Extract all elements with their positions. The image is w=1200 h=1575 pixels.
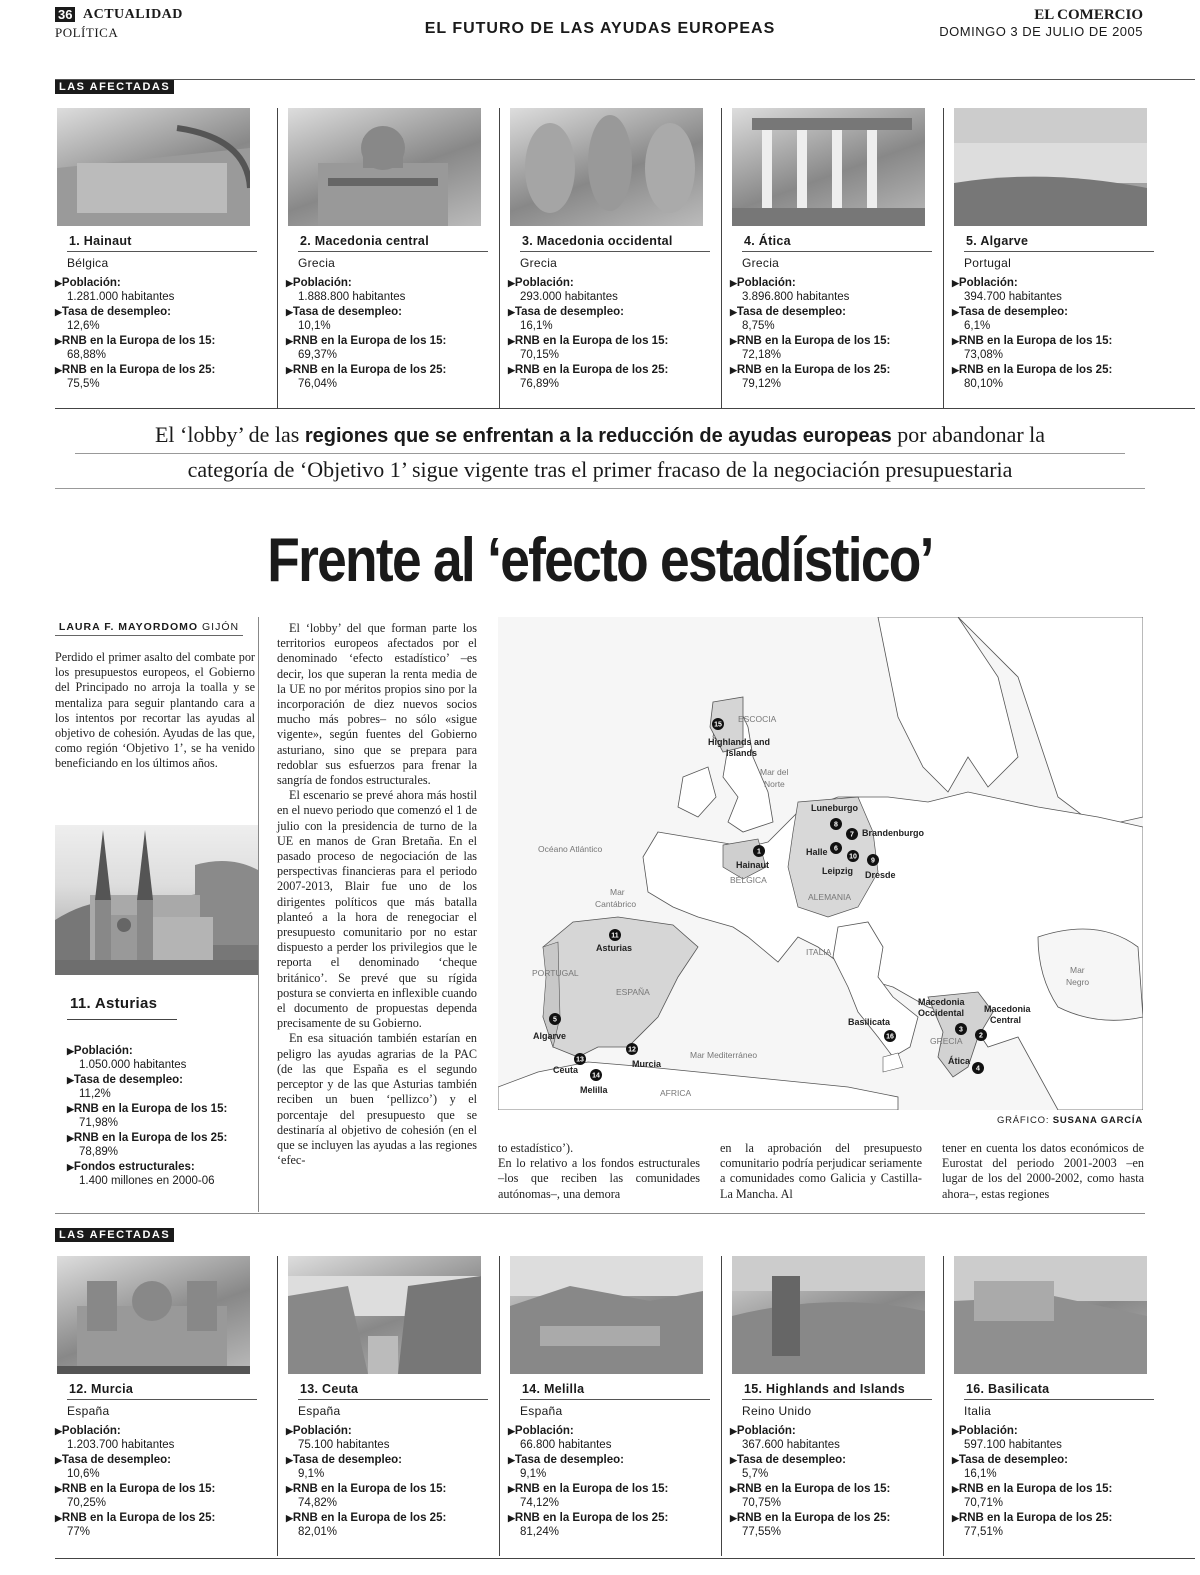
stat-value: 79,12% bbox=[742, 378, 782, 390]
stat-label: ▶ RNB en la Europa de los 25: bbox=[952, 1511, 1165, 1525]
map-marker bbox=[975, 1029, 987, 1041]
map-label: Negro bbox=[1066, 977, 1090, 987]
stat-label: ▶ Tasa de desempleo: bbox=[286, 305, 499, 319]
svg-text:5: 5 bbox=[553, 1016, 557, 1024]
europe-map bbox=[498, 617, 1143, 1110]
region-title-rule bbox=[742, 251, 932, 252]
map-label: Basilicata bbox=[848, 1017, 891, 1027]
region-card bbox=[721, 1256, 943, 1556]
region-country: Bélgica bbox=[67, 256, 109, 270]
stat-label: ▶ Tasa de desempleo: bbox=[55, 305, 277, 319]
map-credit: GRÁFICO: SUSANA GARCÍA bbox=[996, 1115, 1143, 1126]
map-label: ITALIA bbox=[806, 947, 832, 957]
map-label: Melilla bbox=[580, 1085, 608, 1095]
map-label: Brandenburgo bbox=[862, 828, 924, 838]
region-card bbox=[943, 1256, 1165, 1556]
stat-label: ▶ RNB en la Europa de los 15: bbox=[286, 334, 499, 348]
region-stats bbox=[952, 276, 1165, 392]
article-lead: Perdido el primer asalto del combate por los presupuestos europeos, el Gobierno del Principado no arroja la toalla y se mentaliza para seguir plantando cara a los intentos por recortar las ayudas al objetivo de cohesión. Ayudas de las que, como región ‘Objetivo 1’, se ha venido beneficiando en los últimos años. bbox=[55, 650, 255, 771]
region-photo bbox=[732, 108, 925, 226]
paragraph: El ‘lobby’ del que forman parte los territorios europeos afectados por el denominado ‘efecto estadístico’ –es decir, los que superan la renta media de la UE no por méritos propios sino por la incorporación de diez nuevos socios mucho más pobres– no sólo «sigue vigente», según fuentes del Gobierno asturiano, sino que se prepara para redoblar sus esfuerzos para frenar la sangría de fondos estructurales. bbox=[277, 621, 477, 788]
newspaper-name: EL COMERCIO bbox=[1034, 7, 1143, 23]
map-label: Occidental bbox=[918, 1008, 965, 1018]
region-card bbox=[277, 108, 499, 408]
region-photo bbox=[288, 1256, 481, 1374]
stat-value: 16,1% bbox=[520, 320, 553, 332]
map-label: Highlands and bbox=[708, 737, 771, 747]
stat-label: ▶ Fondos estructurales: bbox=[67, 1160, 247, 1174]
bottom-regions-row bbox=[55, 1256, 1195, 1556]
region-card bbox=[499, 1256, 721, 1556]
article-column-3: to estadístico’). En lo relativo a los fondos estructurales –los que reciben las comunidades autónomas–, una demora bbox=[498, 1141, 700, 1201]
region-photo bbox=[954, 1256, 1147, 1374]
stat-label: ▶ Población: bbox=[55, 276, 277, 290]
svg-text:6: 6 bbox=[834, 845, 838, 853]
stat-label: ▶ RNB en la Europa de los 15: bbox=[508, 334, 721, 348]
region-country: Reino Unido bbox=[742, 1404, 812, 1418]
region-title: 16. Basilicata bbox=[966, 1382, 1050, 1396]
region-title-rule bbox=[298, 251, 488, 252]
map-label: Cantábrico bbox=[595, 899, 637, 909]
map-marker bbox=[590, 1069, 602, 1081]
svg-text:12: 12 bbox=[628, 1046, 636, 1054]
map-label: Mar bbox=[1070, 965, 1085, 975]
region-title-rule bbox=[520, 1399, 710, 1400]
region-country: España bbox=[520, 1404, 563, 1418]
svg-text:8: 8 bbox=[834, 821, 838, 829]
stat-value: 10,1% bbox=[298, 320, 331, 332]
stat-value: 8,75% bbox=[742, 320, 775, 332]
stat-value: 597.100 habitantes bbox=[964, 1439, 1062, 1451]
region-card bbox=[499, 108, 721, 408]
asturias-title: 11. Asturias bbox=[70, 995, 158, 1012]
stat-value: 75,5% bbox=[67, 378, 100, 390]
paragraph: En esa situación también estarían en peligro las ayudas agrarias de la PAC (de las que España es el segundo perceptor y de las que Asturias también reciben un buen ‘pellizco’) y el porcentaje del presupuesto que se destinaría al objetivo de cohesión (en el que se incluyen las ayudas a las regiones ‘efec- bbox=[277, 1031, 477, 1168]
stat-value: 367.600 habitantes bbox=[742, 1439, 840, 1451]
section-tag-bottom: LAS AFECTADAS bbox=[55, 1228, 174, 1242]
map-label: PORTUGAL bbox=[532, 968, 579, 978]
map-label: Macedonia bbox=[918, 997, 965, 1007]
region-stats bbox=[55, 1424, 277, 1540]
map-label: Mar del bbox=[760, 767, 789, 777]
map-label: Ceuta bbox=[553, 1065, 579, 1075]
stat-label: ▶ Población: bbox=[730, 1424, 943, 1438]
stat-label: ▶ RNB en la Europa de los 15: bbox=[952, 1482, 1165, 1496]
stat-value: 71,98% bbox=[79, 1117, 119, 1129]
stat-value: 9,1% bbox=[298, 1468, 325, 1480]
map-label: Halle bbox=[806, 847, 828, 857]
map-label: ESCOCIA bbox=[738, 714, 777, 724]
region-stats bbox=[952, 1424, 1165, 1540]
stat-label: ▶ RNB en la Europa de los 25: bbox=[730, 363, 943, 377]
stat-value: 1.888.800 habitantes bbox=[298, 291, 406, 303]
stat-label: ▶ Tasa de desempleo: bbox=[952, 1453, 1165, 1467]
stat-label: ▶ Tasa de desempleo: bbox=[508, 305, 721, 319]
region-country: Grecia bbox=[520, 256, 558, 270]
stat-value: 77% bbox=[67, 1526, 91, 1538]
map-marker bbox=[712, 718, 724, 730]
stat-value: 77,51% bbox=[964, 1526, 1004, 1538]
region-photo bbox=[288, 108, 481, 226]
region-title-rule bbox=[964, 1399, 1154, 1400]
map-marker bbox=[574, 1053, 586, 1065]
map-label: Central bbox=[990, 1015, 1022, 1025]
svg-text:7: 7 bbox=[850, 831, 854, 839]
svg-text:10: 10 bbox=[849, 853, 857, 861]
map-marker bbox=[549, 1013, 561, 1025]
map-label: Luneburgo bbox=[811, 803, 858, 813]
section-tag-top: LAS AFECTADAS bbox=[55, 80, 174, 94]
map-label: Mar Mediterráneo bbox=[690, 1050, 758, 1060]
map-label: Ática bbox=[948, 1056, 971, 1066]
stat-value: 9,1% bbox=[520, 1468, 547, 1480]
map-label: BÉLGICA bbox=[730, 875, 767, 885]
map-marker bbox=[847, 850, 859, 862]
region-card bbox=[943, 108, 1165, 408]
region-title: 12. Murcia bbox=[69, 1382, 134, 1396]
region-photo bbox=[57, 1256, 250, 1374]
stat-value: 1.400 millones en 2000-06 bbox=[79, 1175, 215, 1187]
stat-value: 78,89% bbox=[79, 1146, 119, 1158]
stat-value: 73,08% bbox=[964, 349, 1004, 361]
stat-value: 75.100 habitantes bbox=[298, 1439, 390, 1451]
map-label: Islands bbox=[726, 748, 758, 758]
map-label: Leipzig bbox=[822, 866, 853, 876]
region-card bbox=[721, 108, 943, 408]
stat-value: 293.000 habitantes bbox=[520, 291, 618, 303]
stat-label: ▶ RNB en la Europa de los 15: bbox=[730, 334, 943, 348]
map-label: Macedonia bbox=[984, 1004, 1031, 1014]
stat-value: 6,1% bbox=[964, 320, 991, 332]
map-marker bbox=[626, 1043, 638, 1055]
headline: Frente al ‘efecto estadístico’ bbox=[267, 526, 933, 595]
region-photo bbox=[57, 108, 250, 226]
stat-label: ▶ Población: bbox=[508, 276, 721, 290]
stat-label: ▶ RNB en la Europa de los 25: bbox=[508, 1511, 721, 1525]
svg-text:4: 4 bbox=[976, 1065, 980, 1073]
region-title: 2. Macedonia central bbox=[300, 234, 429, 248]
stat-value: 1.281.000 habitantes bbox=[67, 291, 175, 303]
top-row-rule bbox=[55, 408, 1195, 409]
region-stats bbox=[730, 276, 943, 392]
stat-value: 70,15% bbox=[520, 349, 560, 361]
deck-bottom-rule bbox=[55, 488, 1145, 489]
stat-value: 76,04% bbox=[298, 378, 338, 390]
stat-label: ▶ RNB en la Europa de los 25: bbox=[952, 363, 1165, 377]
asturias-title-rule bbox=[67, 1019, 177, 1020]
svg-text:11: 11 bbox=[611, 932, 619, 940]
map-marker bbox=[955, 1023, 967, 1035]
stat-label: ▶ RNB en la Europa de los 25: bbox=[508, 363, 721, 377]
stat-value: 11,2% bbox=[79, 1088, 111, 1100]
article-column-4: en la aprobación del presupuesto comunitario podría perjudicar seriamente a comunidades como Galicia y Castilla-La Mancha. Al bbox=[720, 1141, 922, 1201]
region-title: 5. Algarve bbox=[966, 234, 1029, 248]
map-label: Mar bbox=[610, 887, 625, 897]
stat-value: 1.050.000 habitantes bbox=[79, 1059, 187, 1071]
region-title-rule bbox=[67, 251, 257, 252]
svg-text:15: 15 bbox=[714, 721, 722, 729]
stat-label: ▶ Población: bbox=[55, 1424, 277, 1438]
stat-value: 12,6% bbox=[67, 320, 100, 332]
region-country: España bbox=[67, 1404, 110, 1418]
header-rule bbox=[55, 79, 1195, 80]
region-stats bbox=[286, 1424, 499, 1540]
stat-label: ▶ RNB en la Europa de los 15: bbox=[67, 1102, 247, 1116]
region-country: Grecia bbox=[298, 256, 336, 270]
region-stats bbox=[730, 1424, 943, 1540]
article-bottom-rule bbox=[55, 1213, 1145, 1214]
map-marker bbox=[830, 842, 842, 854]
map-label: GRECIA bbox=[930, 1036, 963, 1046]
page-number: 36 bbox=[55, 7, 75, 22]
column-rule bbox=[258, 617, 259, 1212]
region-stats bbox=[508, 276, 721, 392]
region-country: Italia bbox=[964, 1404, 992, 1418]
svg-text:2: 2 bbox=[979, 1032, 983, 1040]
region-title-rule bbox=[742, 1399, 932, 1400]
region-title: 4. Ática bbox=[744, 234, 791, 248]
stat-value: 81,24% bbox=[520, 1526, 560, 1538]
map-marker bbox=[867, 854, 879, 866]
stat-label: ▶ Tasa de desempleo: bbox=[508, 1453, 721, 1467]
region-country: Portugal bbox=[964, 256, 1012, 270]
stat-value: 10,6% bbox=[67, 1468, 100, 1480]
svg-text:13: 13 bbox=[576, 1056, 584, 1064]
map-label: Murcia bbox=[632, 1059, 662, 1069]
article-column-5: tener en cuenta los datos económicos de Eurostat del periodo 2001-2003 –en lugar de los del 2000-2002, como hasta ahora–, estas regiones bbox=[942, 1141, 1144, 1201]
map-label: ESPAÑA bbox=[616, 987, 650, 997]
map-marker bbox=[830, 818, 842, 830]
map-label: Asturias bbox=[596, 943, 633, 953]
svg-text:16: 16 bbox=[886, 1033, 894, 1041]
region-stats bbox=[55, 276, 277, 392]
page-topic: EL FUTURO DE LAS AYUDAS EUROPEAS bbox=[424, 20, 776, 37]
paragraph: El escenario se prevé ahora más hostil en el nuevo periodo que comenzó el 1 de julio con la presidencia de turno de la UE en manos de Gran Bretaña. En el pasado proceso de negociación de las perspectivas financieras para el periodo 2007-2013, Blair fue uno de los dirigentes políticos que más batalla planteó a la hora de renegociar el presupuesto comunitario por no estar dispuesto a perder los privilegios que le reporta el denominado ‘cheque británico’. Se prevé que su rígida postura se convierta en inflexible cuando el documento de propuestas dependa precisamente de su Gobierno. bbox=[277, 788, 478, 1031]
stat-label: ▶ Población: bbox=[730, 276, 943, 290]
section-label: ACTUALIDAD bbox=[83, 7, 183, 22]
stat-label: ▶ RNB en la Europa de los 25: bbox=[286, 363, 499, 377]
region-stats bbox=[286, 276, 499, 392]
stat-value: 80,10% bbox=[964, 378, 1004, 390]
stat-label: ▶ RNB en la Europa de los 25: bbox=[730, 1511, 943, 1525]
stat-label: ▶ Población: bbox=[286, 1424, 499, 1438]
stat-label: ▶ Población: bbox=[952, 1424, 1165, 1438]
map-label: AFRICA bbox=[660, 1088, 692, 1098]
region-title: 15. Highlands and Islands bbox=[744, 1382, 906, 1396]
region-title-rule bbox=[298, 1399, 488, 1400]
stat-label: ▶ Población: bbox=[286, 276, 499, 290]
region-title-rule bbox=[67, 1399, 257, 1400]
region-title: 14. Melilla bbox=[522, 1382, 585, 1396]
stat-value: 82,01% bbox=[298, 1526, 338, 1538]
stat-label: ▶ Tasa de desempleo: bbox=[730, 305, 943, 319]
svg-text:14: 14 bbox=[592, 1072, 600, 1080]
stat-label: ▶ RNB en la Europa de los 25: bbox=[286, 1511, 499, 1525]
stat-value: 76,89% bbox=[520, 378, 560, 390]
map-label: Hainaut bbox=[736, 860, 770, 870]
region-card bbox=[277, 1256, 499, 1556]
stat-value: 72,18% bbox=[742, 349, 782, 361]
stat-value: 16,1% bbox=[964, 1468, 997, 1480]
region-photo bbox=[732, 1256, 925, 1374]
stat-value: 74,12% bbox=[520, 1497, 560, 1509]
svg-text:3: 3 bbox=[959, 1026, 963, 1034]
stat-label: ▶ RNB en la Europa de los 25: bbox=[55, 363, 277, 377]
map-marker bbox=[753, 845, 765, 857]
map-label: ALEMANIA bbox=[808, 892, 851, 902]
region-card bbox=[55, 108, 277, 408]
svg-text:9: 9 bbox=[871, 857, 875, 865]
map-marker bbox=[609, 929, 621, 941]
byline: LAURA F. MAYORDOMO GIJÓN bbox=[58, 621, 240, 633]
top-regions-row bbox=[55, 108, 1195, 408]
svg-text:1: 1 bbox=[757, 848, 761, 856]
asturias-stats bbox=[67, 1044, 247, 1189]
article-column-2 bbox=[277, 621, 477, 1168]
stat-value: 70,71% bbox=[964, 1497, 1004, 1509]
region-country: Grecia bbox=[742, 256, 780, 270]
map-label: Océano Atlántico bbox=[538, 844, 603, 854]
stat-label: ▶ RNB en la Europa de los 25: bbox=[55, 1511, 277, 1525]
stat-value: 70,25% bbox=[67, 1497, 107, 1509]
stat-label: ▶ Población: bbox=[67, 1044, 247, 1058]
bottom-row-rule bbox=[55, 1558, 1195, 1559]
map-label: Dresde bbox=[865, 870, 896, 880]
deck-line-2: categoría de ‘Objetivo 1’ sigue vigente tras el primer fracaso de la negociación presupuestaria bbox=[187, 457, 1013, 482]
stat-label: ▶ RNB en la Europa de los 25: bbox=[67, 1131, 247, 1145]
region-country: España bbox=[298, 1404, 341, 1418]
stat-label: ▶ RNB en la Europa de los 15: bbox=[730, 1482, 943, 1496]
region-photo bbox=[954, 108, 1147, 226]
stat-label: ▶ Tasa de desempleo: bbox=[952, 305, 1165, 319]
stat-label: ▶ RNB en la Europa de los 15: bbox=[508, 1482, 721, 1496]
stat-value: 74,82% bbox=[298, 1497, 338, 1509]
region-title: 3. Macedonia occidental bbox=[522, 234, 673, 248]
stat-value: 5,7% bbox=[742, 1468, 769, 1480]
region-stats bbox=[508, 1424, 721, 1540]
stat-label: ▶ Población: bbox=[952, 276, 1165, 290]
stat-value: 77,55% bbox=[742, 1526, 782, 1538]
subsection-label: POLÍTICA bbox=[55, 25, 119, 40]
map-svg bbox=[498, 617, 1143, 1110]
region-title-rule bbox=[520, 251, 710, 252]
stat-value: 3.896.800 habitantes bbox=[742, 291, 850, 303]
region-photo bbox=[510, 1256, 703, 1374]
stat-value: 1.203.700 habitantes bbox=[67, 1439, 175, 1451]
stat-value: 70,75% bbox=[742, 1497, 782, 1509]
map-label: Algarve bbox=[533, 1031, 567, 1041]
byline-rule bbox=[55, 635, 243, 636]
stat-label: ▶ Tasa de desempleo: bbox=[286, 1453, 499, 1467]
stat-label: ▶ Población: bbox=[508, 1424, 721, 1438]
stat-label: ▶ RNB en la Europa de los 15: bbox=[952, 334, 1165, 348]
stat-value: 66.800 habitantes bbox=[520, 1439, 612, 1451]
stat-label: ▶ Tasa de desempleo: bbox=[67, 1073, 247, 1087]
region-title: 1. Hainaut bbox=[69, 234, 132, 248]
stat-label: ▶ Tasa de desempleo: bbox=[730, 1453, 943, 1467]
map-marker bbox=[846, 828, 858, 840]
region-title-rule bbox=[964, 251, 1154, 252]
stat-value: 68,88% bbox=[67, 349, 107, 361]
stat-label: ▶ RNB en la Europa de los 15: bbox=[286, 1482, 499, 1496]
stat-label: ▶ RNB en la Europa de los 15: bbox=[55, 334, 277, 348]
region-card bbox=[55, 1256, 277, 1556]
stat-value: 69,37% bbox=[298, 349, 338, 361]
region-photo bbox=[510, 108, 703, 226]
map-marker bbox=[884, 1030, 896, 1042]
asturias-photo bbox=[55, 825, 258, 975]
stat-label: ▶ RNB en la Europa de los 15: bbox=[55, 1482, 277, 1496]
issue-date: DOMINGO 3 DE JULIO DE 2005 bbox=[939, 24, 1143, 39]
stat-value: 394.700 habitantes bbox=[964, 291, 1062, 303]
deck-line-1: El ‘lobby’ de las regiones que se enfrentan a la reducción de ayudas europeas por abandonar la bbox=[154, 422, 1046, 447]
map-label: Norte bbox=[764, 779, 785, 789]
map-marker bbox=[972, 1062, 984, 1074]
basilica-illustration bbox=[55, 825, 258, 975]
stat-label: ▶ Tasa de desempleo: bbox=[55, 1453, 277, 1467]
region-title: 13. Ceuta bbox=[300, 1382, 359, 1396]
